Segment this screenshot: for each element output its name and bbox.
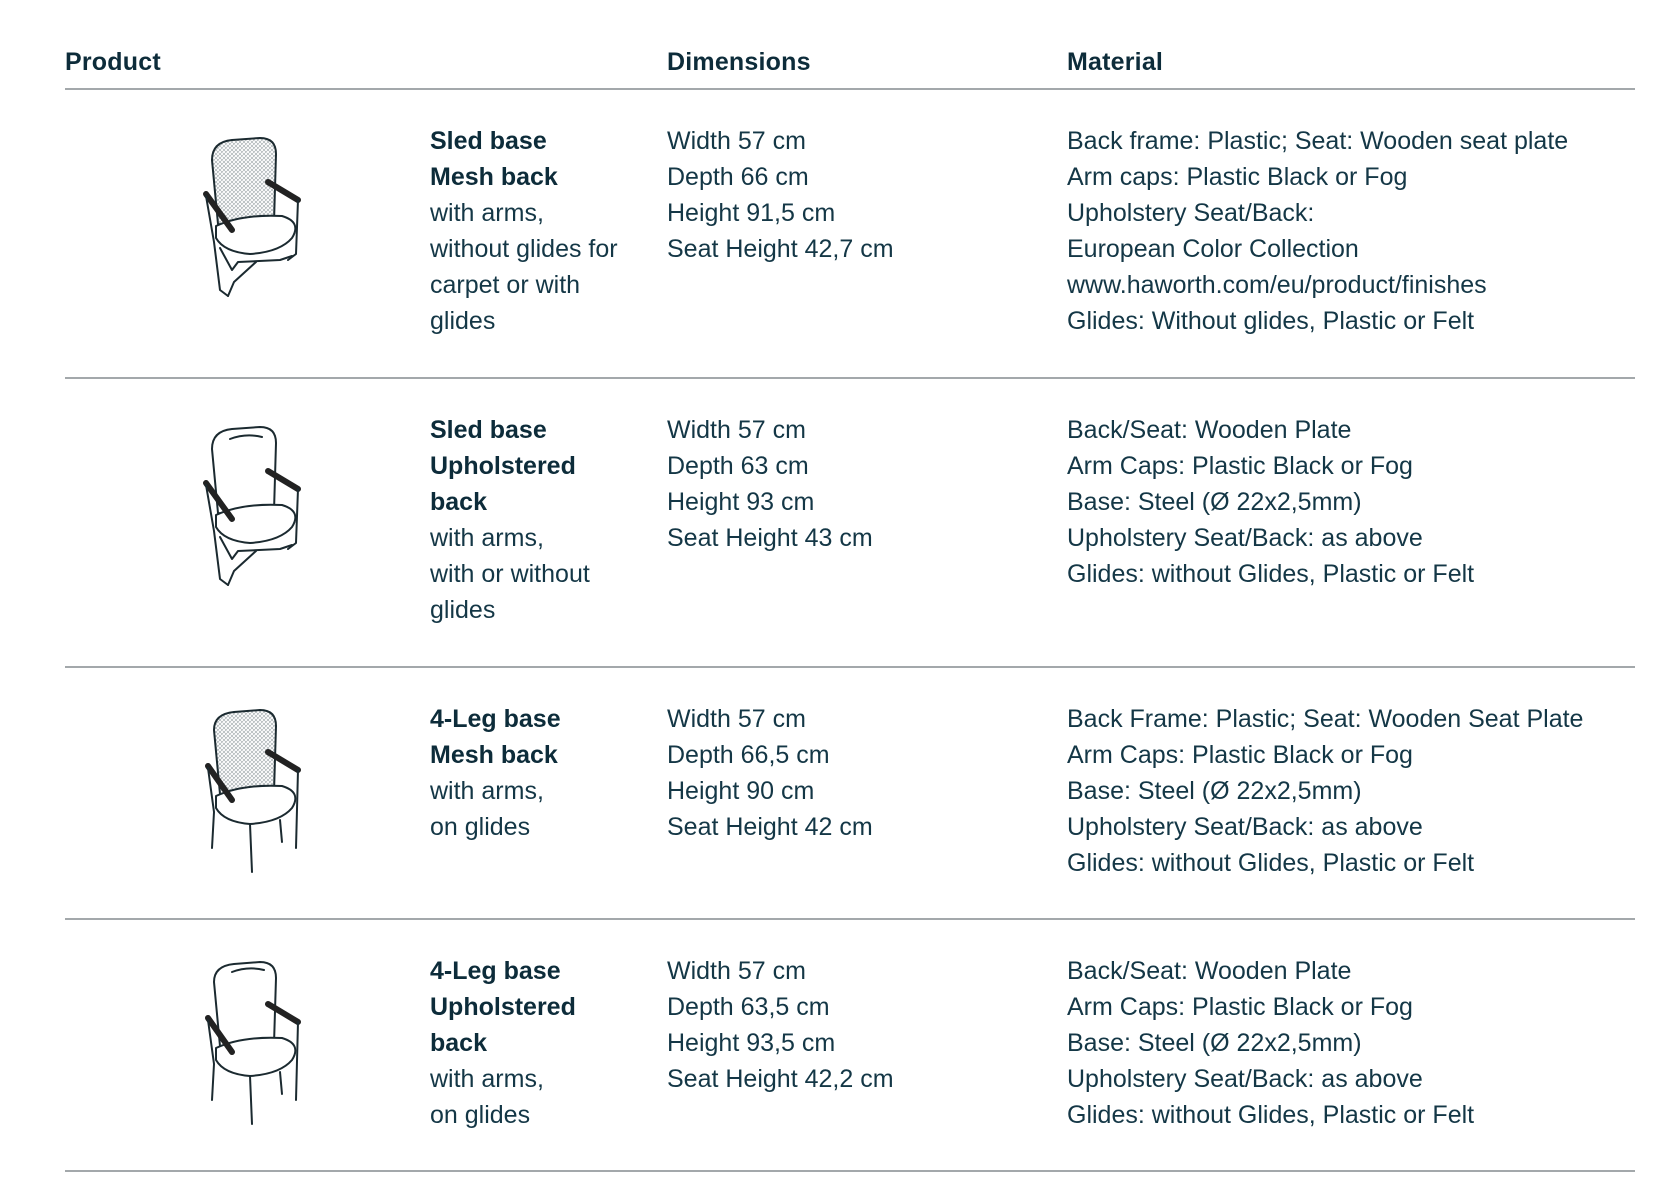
dimension-line: Depth 66 cm <box>667 163 809 191</box>
product-description <box>430 412 650 628</box>
dimension-line: Width 57 cm <box>667 416 806 444</box>
product-spec-table <box>65 48 1635 1172</box>
material-line: Back/Seat: Wooden Plate <box>1067 957 1352 985</box>
material-line: Upholstery Seat/Back: as above <box>1067 1065 1423 1093</box>
material-line: Upholstery Seat/Back: as above <box>1067 813 1423 841</box>
material-line: Glides: without Glides, Plastic or Felt <box>1067 849 1475 877</box>
product-material <box>1067 412 1627 592</box>
dimension-line: Depth 63,5 cm <box>667 993 830 1021</box>
product-name-line: Mesh back <box>430 163 558 191</box>
dimension-line: Height 93,5 cm <box>667 1029 836 1057</box>
dimension-line: Depth 66,5 cm <box>667 741 830 769</box>
product-name-line: Sled base <box>430 127 547 155</box>
material-line: Upholstery Seat/Back: <box>1067 199 1315 227</box>
product-desc-line: glides <box>430 307 496 335</box>
product-desc-line: with arms, <box>430 1065 544 1093</box>
material-line: European Color Collection <box>1067 235 1359 263</box>
dimension-line: Width 57 cm <box>667 705 806 733</box>
product-desc-line: on glides <box>430 813 531 841</box>
material-line: Arm caps: Plastic Black or Fog <box>1067 163 1408 191</box>
product-dimensions <box>667 412 1047 556</box>
product-desc-line: with or without <box>430 560 590 588</box>
product-name-line: Upholstered <box>430 993 576 1021</box>
material-line: Back Frame: Plastic; Seat: Wooden Seat Plate <box>1067 705 1584 733</box>
product-desc-line: with arms, <box>430 777 544 805</box>
product-name-line: 4-Leg base <box>430 705 561 733</box>
header-material: Material <box>1067 48 1164 76</box>
material-line: Glides: Without glides, Plastic or Felt <box>1067 307 1475 335</box>
four-leg-upholstered-back-chair-icon <box>160 960 350 1130</box>
table-row <box>65 920 1635 1172</box>
table-row <box>65 668 1635 920</box>
product-name-line: Upholstered <box>430 452 576 480</box>
dimension-line: Depth 63 cm <box>667 452 809 480</box>
product-desc-line: glides <box>430 596 496 624</box>
product-material <box>1067 123 1627 339</box>
material-line: Back/Seat: Wooden Plate <box>1067 416 1352 444</box>
product-description <box>430 953 650 1133</box>
material-line: Glides: without Glides, Plastic or Felt <box>1067 560 1475 588</box>
product-name-line: Mesh back <box>430 741 558 769</box>
product-dimensions <box>667 701 1047 845</box>
dimension-line: Height 93 cm <box>667 488 815 516</box>
product-material <box>1067 701 1627 881</box>
product-desc-line: with arms, <box>430 199 544 227</box>
product-desc-line: with arms, <box>430 524 544 552</box>
dimension-line: Width 57 cm <box>667 957 806 985</box>
material-line: Upholstery Seat/Back: as above <box>1067 524 1423 552</box>
dimension-line: Height 90 cm <box>667 777 815 805</box>
sled-base-mesh-back-chair-icon <box>160 130 350 300</box>
table-header <box>65 48 1635 90</box>
product-description <box>430 701 650 845</box>
dimension-line: Seat Height 43 cm <box>667 524 873 552</box>
four-leg-mesh-back-chair-icon <box>160 708 350 878</box>
table-row <box>65 90 1635 379</box>
sled-base-upholstered-back-chair-icon <box>160 419 350 589</box>
product-name-line: back <box>430 488 487 516</box>
dimension-line: Height 91,5 cm <box>667 199 836 227</box>
product-name-line: back <box>430 1029 487 1057</box>
header-dimensions: Dimensions <box>667 48 811 76</box>
header-product: Product <box>65 48 161 76</box>
product-name-line: 4-Leg base <box>430 957 561 985</box>
dimension-line: Seat Height 42,2 cm <box>667 1065 894 1093</box>
material-line: Glides: without Glides, Plastic or Felt <box>1067 1101 1475 1129</box>
product-desc-line: on glides <box>430 1101 531 1129</box>
material-line: Arm Caps: Plastic Black or Fog <box>1067 741 1413 769</box>
dimension-line: Width 57 cm <box>667 127 806 155</box>
material-line: Base: Steel (Ø 22x2,5mm) <box>1067 1029 1362 1057</box>
material-line: Back frame: Plastic; Seat: Wooden seat plate <box>1067 127 1569 155</box>
material-line: Base: Steel (Ø 22x2,5mm) <box>1067 488 1362 516</box>
product-dimensions <box>667 123 1047 267</box>
product-desc-line: carpet or with <box>430 271 581 299</box>
product-name-line: Sled base <box>430 416 547 444</box>
product-description <box>430 123 650 339</box>
product-desc-line: without glides for <box>430 235 618 263</box>
material-line: Arm Caps: Plastic Black or Fog <box>1067 452 1413 480</box>
dimension-line: Seat Height 42 cm <box>667 813 873 841</box>
product-dimensions <box>667 953 1047 1097</box>
material-line: Base: Steel (Ø 22x2,5mm) <box>1067 777 1362 805</box>
table-row <box>65 379 1635 668</box>
material-line: Arm Caps: Plastic Black or Fog <box>1067 993 1413 1021</box>
product-material <box>1067 953 1627 1133</box>
dimension-line: Seat Height 42,7 cm <box>667 235 894 263</box>
material-link[interactable]: www.haworth.com/eu/product/finishes <box>1067 271 1487 299</box>
